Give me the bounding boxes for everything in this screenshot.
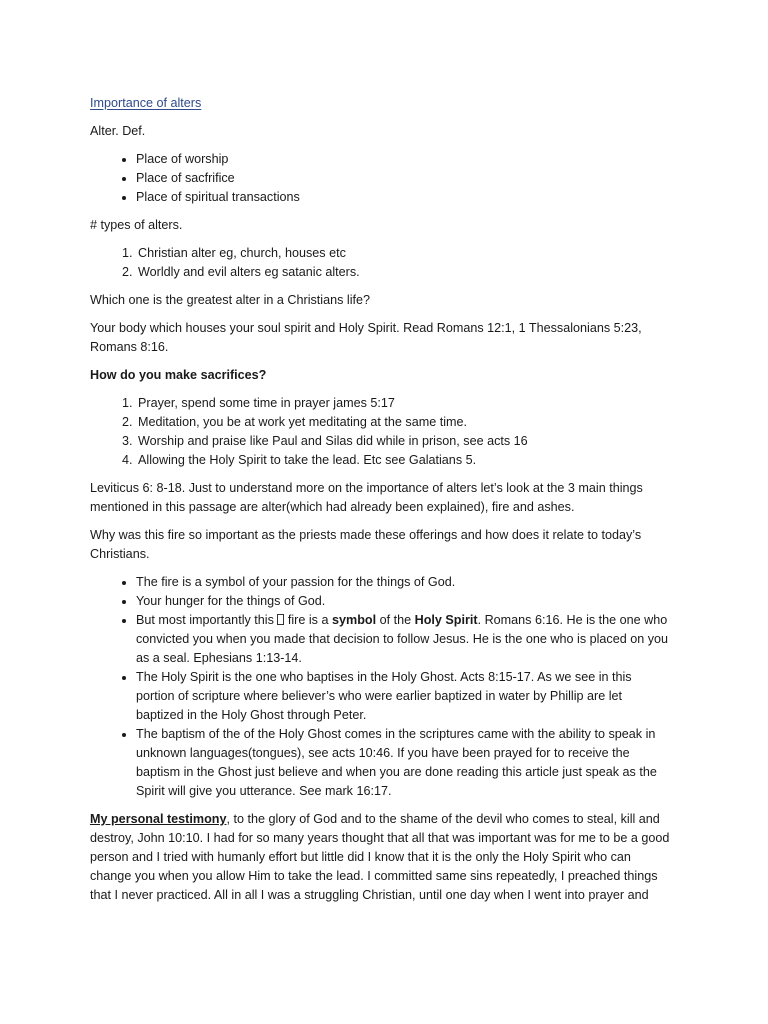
leviticus-paragraph: Leviticus 6: 8-18. Just to understand more on the importance of alters let’s look at the 3 main things mentioned in this passage are alter(which had already been explained), fire and ashes.	[90, 481, 643, 514]
types-list	[90, 244, 672, 282]
list-item: 2. Worldly and evil alters eg satanic alters.	[136, 263, 672, 282]
list-item: • Place of worship	[136, 150, 672, 169]
sacrifices-heading: How do you make sacrifices?	[90, 368, 267, 382]
text-segment: But most importantly this	[136, 613, 278, 627]
list-item: 4. Allowing the Holy Spirit to take the lead. Etc see Galatians 5.	[136, 451, 672, 470]
list-item: • Place of sacfrifice	[136, 169, 672, 188]
list-item: • Place of spiritual transactions	[136, 188, 672, 207]
testimony-paragraph	[90, 810, 672, 905]
text-segment: of the	[376, 613, 415, 627]
list-item	[136, 611, 672, 668]
list-item: 1. Christian alter eg, church, houses etc	[136, 244, 672, 263]
text-segment: fire is a	[284, 613, 332, 627]
fire-list	[90, 573, 672, 801]
sacrifices-list	[90, 394, 672, 470]
types-heading: # types of alters.	[90, 218, 183, 232]
list-item: 2. Meditation, you be at work yet meditating at the same time.	[136, 413, 672, 432]
list-item: • The fire is a symbol of your passion for the things of God.	[136, 573, 672, 592]
body-answer: Your body which houses your soul spirit and Holy Spirit. Read Romans 12:1, 1 Thessalonians 5:23, Romans 8:16.	[90, 321, 642, 354]
testimony-label: My personal testimony	[90, 812, 227, 826]
why-fire-paragraph: Why was this fire so important as the priests made these offerings and how does it relate to today’s Christians.	[90, 528, 642, 561]
symbol-word: symbol	[331, 613, 377, 627]
testimony-text: , to the glory of God and to the shame of the devil who comes to steal, kill and destroy, John 10:10. I had for so many years thought that all that was important was for me to be a good person and I tried with humanly effort but little did I know that it is the only the Holy Spirit who can change you when you allow Him to take the lead. I committed same sins repeatedly, I preached things that I never practiced. All in all I was a struggling Christian, until one day when I went into prayer and	[90, 812, 670, 902]
list-item: • The baptism of the of the Holy Ghost comes in the scriptures came with the ability to speak in unknown languages(tongues), see acts 10:46. If you have been prayed for to receive the baptism in the Ghost just believe and when you are done reading this article just speak as the Spirit will give you utterance. See mark 16:17.	[136, 725, 672, 801]
text-segment: . Romans 6:16. He is the one who convicted you when you made that decision to follow Jesus. He is the one who is placed on you as a seal. Ephesians 1:13-14.	[136, 613, 669, 665]
definition-list	[90, 150, 672, 207]
document-title: Importance of alters	[90, 96, 202, 110]
greatest-question: Which one is the greatest alter in a Christians life?	[90, 293, 370, 307]
holy-spirit-word: Holy Spirit	[414, 613, 478, 627]
list-item: • The Holy Spirit is the one who baptises in the Holy Ghost. Acts 8:15-17. As we see in this portion of scripture where believer’s who were earlier baptized in water by Phillip are let baptized in the Holy Ghost through Peter.	[136, 668, 672, 725]
list-item: 3. Worship and praise like Paul and Silas did while in prison, see acts 16	[136, 432, 672, 451]
definition-heading: Alter. Def.	[90, 124, 146, 138]
list-item: 1. Prayer, spend some time in prayer james 5:17	[136, 394, 672, 413]
list-item: • Your hunger for the things of God.	[136, 592, 672, 611]
